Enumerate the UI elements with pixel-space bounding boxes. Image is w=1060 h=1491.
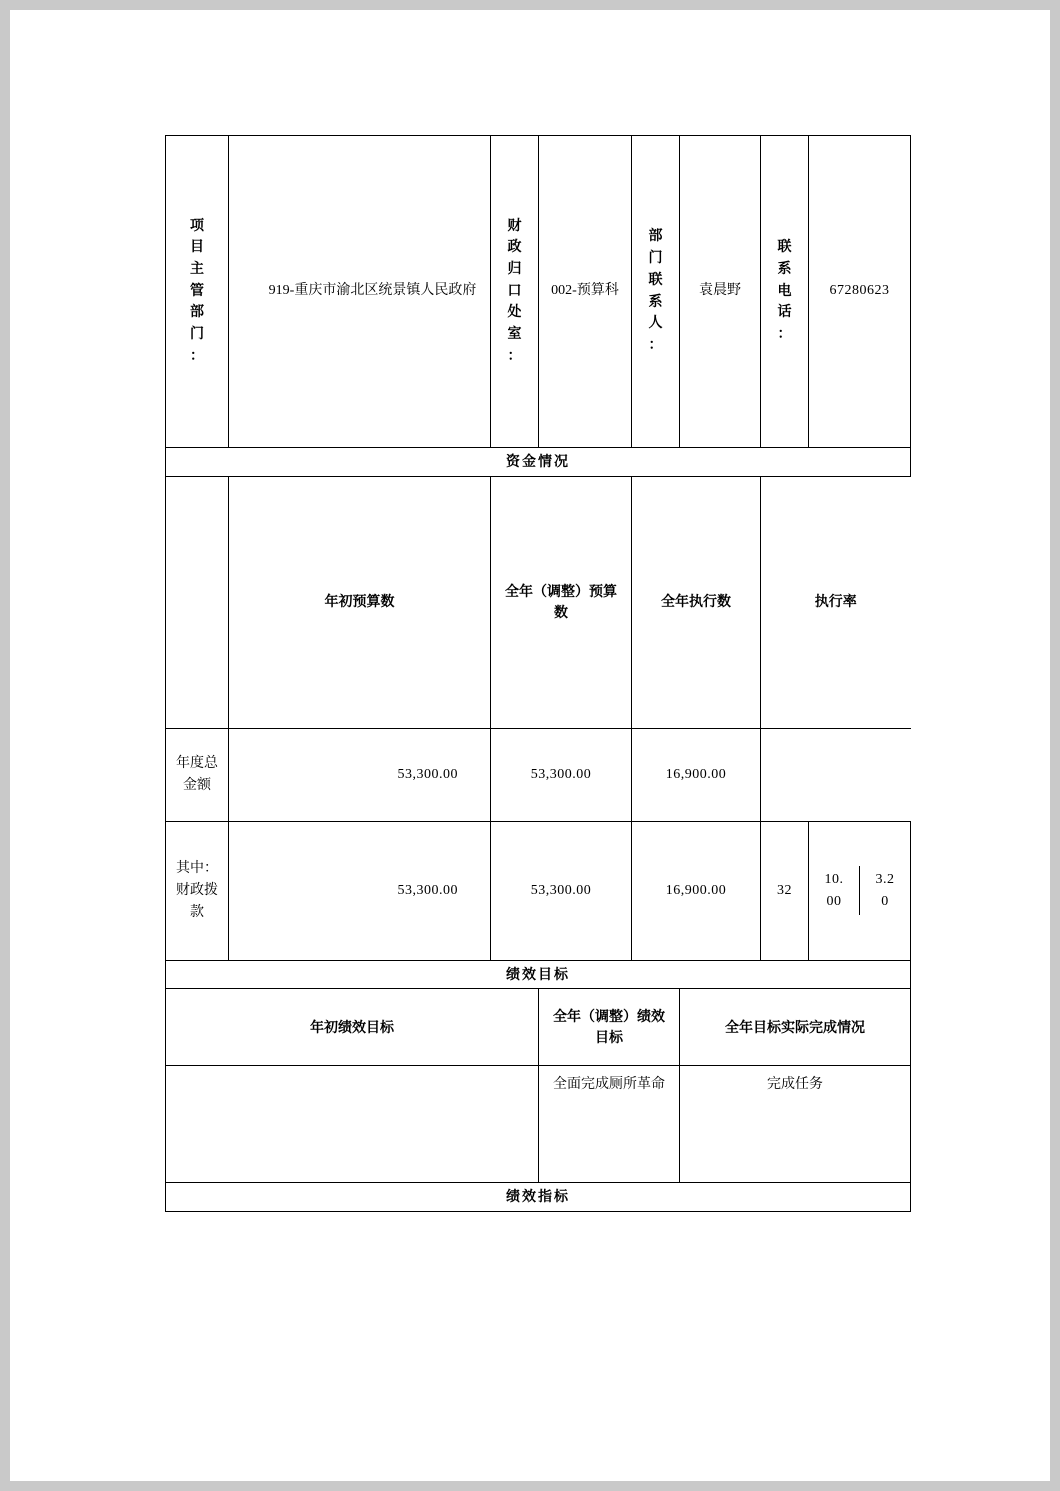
funds-row-total-initial: 53,300.00 xyxy=(229,728,491,821)
funds-header-adjusted-budget xyxy=(491,476,632,728)
goals-value-row xyxy=(166,1066,911,1183)
report-table xyxy=(165,135,911,1212)
goals-value-actual: 完成任务 xyxy=(680,1066,911,1183)
goals-section-title-row xyxy=(166,960,911,989)
funds-row-total-label: 年度总金额 xyxy=(166,728,229,821)
goals-header-initial: 年初绩效目标 xyxy=(166,989,539,1066)
indicators-section-title-row xyxy=(166,1183,911,1212)
value-contact-phone: 67280623 xyxy=(809,136,911,448)
funds-header-adjusted-budget-text: 全年（调整）预算数 xyxy=(505,582,617,621)
funds-row-fiscal-initial: 53,300.00 xyxy=(229,821,491,960)
header-info-row xyxy=(166,136,911,448)
funds-row-fiscal-score: 3.20 xyxy=(875,872,895,909)
value-dept-contact: 袁晨野 xyxy=(680,136,761,448)
funds-row-fiscal xyxy=(166,821,911,960)
goals-value-adjusted: 全面完成厕所革命 xyxy=(539,1066,680,1183)
funds-row-fiscal-executed-text: 16,900.00 xyxy=(665,882,727,898)
label-dept-contact xyxy=(632,136,680,448)
funds-row-total-executed xyxy=(632,728,761,821)
goals-section-title: 绩效目标 xyxy=(166,960,911,989)
value-finance-office: 002-预算科 xyxy=(539,136,632,448)
funds-row-total-executed-text: 16,900.00 xyxy=(665,766,727,782)
funds-section-title: 资金情况 xyxy=(166,448,911,477)
funds-row-fiscal-weight: 10.00 xyxy=(824,872,844,909)
funds-header-execution-rate xyxy=(761,476,911,728)
funds-header-row xyxy=(166,476,911,728)
funds-section-title-row xyxy=(166,448,911,477)
label-project-dept-text: 项目主管部门： xyxy=(190,218,205,364)
goals-header-adjusted: 全年（调整）绩效目标 xyxy=(539,989,680,1066)
label-project-dept xyxy=(166,136,229,448)
label-dept-contact-text: 部门联系人： xyxy=(648,229,664,353)
funds-row-fiscal-adjusted-text: 53,300.00 xyxy=(530,882,592,898)
funds-row-fiscal-executed xyxy=(632,821,761,960)
value-project-dept: 919-重庆市渝北区统景镇人民政府 xyxy=(229,136,491,448)
funds-row-fiscal-adjusted xyxy=(491,821,632,960)
label-finance-office xyxy=(491,136,539,448)
funds-row-fiscal-weight-score xyxy=(809,821,911,960)
funds-row-fiscal-rate: 32 xyxy=(761,821,809,960)
goals-value-initial xyxy=(166,1066,539,1183)
funds-row-total xyxy=(166,728,911,821)
funds-header-initial-budget: 年初预算数 xyxy=(229,476,491,728)
document-page xyxy=(10,10,1050,1481)
funds-header-executed xyxy=(632,476,761,728)
funds-header-execution-rate-text: 执行率 xyxy=(814,593,857,610)
label-finance-office-text: 财政归口处室： xyxy=(507,218,523,364)
funds-row-total-rate xyxy=(761,728,911,821)
funds-row-total-adjusted-text: 53,300.00 xyxy=(530,766,592,782)
funds-header-executed-text: 全年执行数 xyxy=(661,593,731,610)
performance-report-sheet xyxy=(165,135,910,1212)
funds-row-fiscal-label: 其中：财政拨款 xyxy=(166,821,229,960)
goals-header-actual: 全年目标实际完成情况 xyxy=(680,989,911,1066)
indicators-section-title: 绩效指标 xyxy=(166,1183,911,1212)
label-contact-phone xyxy=(761,136,809,448)
funds-header-blank xyxy=(166,476,229,728)
label-contact-phone-text: 联系电话： xyxy=(777,240,793,343)
funds-row-total-adjusted xyxy=(491,728,632,821)
goals-header-row xyxy=(166,989,911,1066)
